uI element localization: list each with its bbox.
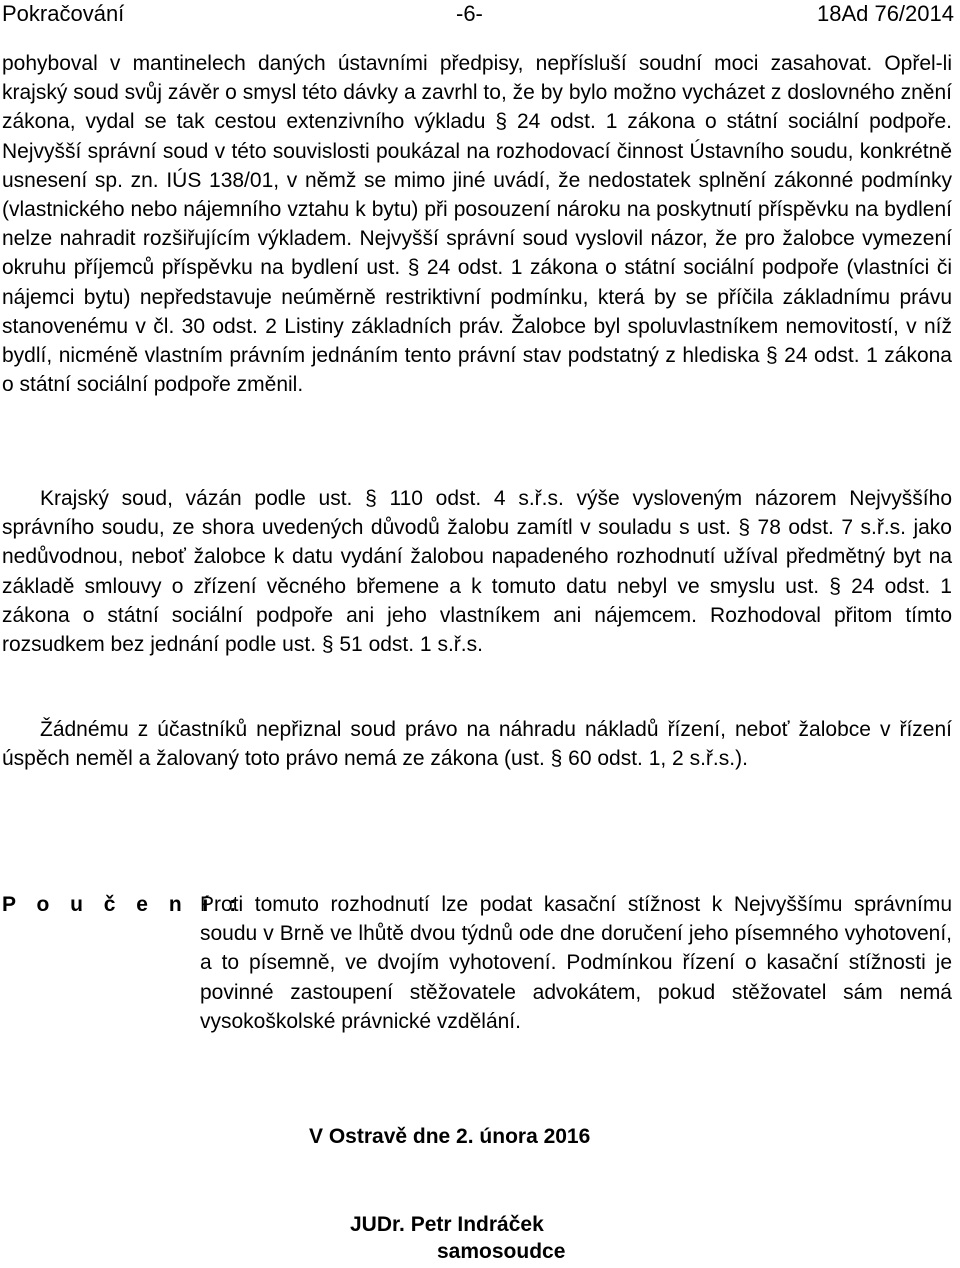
header-page-number: -6- <box>456 1 483 26</box>
page-header <box>0 0 960 30</box>
header-case-number: 18Ad 76/2014 <box>816 1 954 26</box>
header-continuation: Pokračování <box>2 1 125 26</box>
paragraph-reasoning: pohyboval v mantinelech daných ústavními předpisy, nepřísluší soudní moci zasahovat. Opřel-li krajský soud svůj závěr o smysl této dávky a zavrhl to, že by bylo možno vycházet z doslovného znění zákona, vydal se tak cestou extenzivního výkladu § 24 odst. 1 zákona o státní sociální podpoře. Nejvyšší správní soud v této souvislosti poukázal na rozhodovací činnost Ústavního soudu, konkrétně usnesení sp. zn. IÚS 138/01, v němž se mimo jiné uvádí, že nedostatek splnění zákonné podmínky (vlastnického nebo nájemního vztahu k bytu) při posouzení nároku na poskytnutí příspěvku na bydlení nelze nahradit rozšiřujícím výkladem. Nejvyšší správní soud vyslovil názor, že pro žalobce vymezení okruhu příjemců příspěvku na bydlení ust. § 24 odst. 1 zákona o státní sociální podpoře (vlastníci či nájemci bytu) nepředstavuje neúměrně restriktivní podmínku, která by se příčila základnímu právu stanovenému v čl. 30 odst. 2 Listiny základních práv. Žalobce byl spoluvlastníkem nemovitostí, v níž bydlí, nicméně vlastním právním jednáním tento právní stav podstatný z hlediska § 24 odst. 1 zákona o státní sociální podpoře změnil. <box>2 52 952 397</box>
instruction-text: Proti tomuto rozhodnutí lze podat kasační stížnost k Nejvyššímu správnímu soudu v Brně ve lhůtě dvou týdnů ode dne doručení jeho písemného vyhotovení, a to písemně, ve dvojím vyhotovení. Podmínkou řízení o kasační stížnosti je povinné zastoupení stěžovatele advokátem, pokud stěžovatel sám nemá vysokoškolské právnické vzdělání. <box>200 893 952 1033</box>
instruction-label: P o u č e n í : <box>2 893 244 916</box>
paragraph-decision: Krajský soud, vázán podle ust. § 110 odst. 4 s.ř.s. výše vysloveným názorem Nejvyššího správního soudu, ze shora uvedených důvodů žalobu zamítl v souladu s ust. § 78 odst. 7 s.ř.s. jako nedůvodnou, neboť žalobce k datu vydání žalobou napadeného rozhodnutí užíval předmětný byt na základě smlouvy o zřízení věcného břemene a k tomuto datu nebyl ve smyslu ust. § 24 odst. 1 zákona o státní sociální podpoře ani jeho vlastníkem ani nájemcem. Rozhodoval přitom tímto rozsudkem bez jednání podle ust. § 51 odst. 1 s.ř.s. <box>2 487 952 657</box>
date-line: V Ostravě dne 2. února 2016 <box>309 1125 591 1148</box>
signature-role: samosoudce <box>437 1240 566 1263</box>
signature-name: JUDr. Petr Indráček <box>350 1213 544 1236</box>
paragraph-costs: Žádnému z účastníků nepřiznal soud právo na náhradu nákladů řízení, neboť žalobce v řízení úspěch neměl a žalovaný toto právo nemá ze zákona (ust. § 60 odst. 1, 2 s.ř.s.). <box>2 718 952 771</box>
